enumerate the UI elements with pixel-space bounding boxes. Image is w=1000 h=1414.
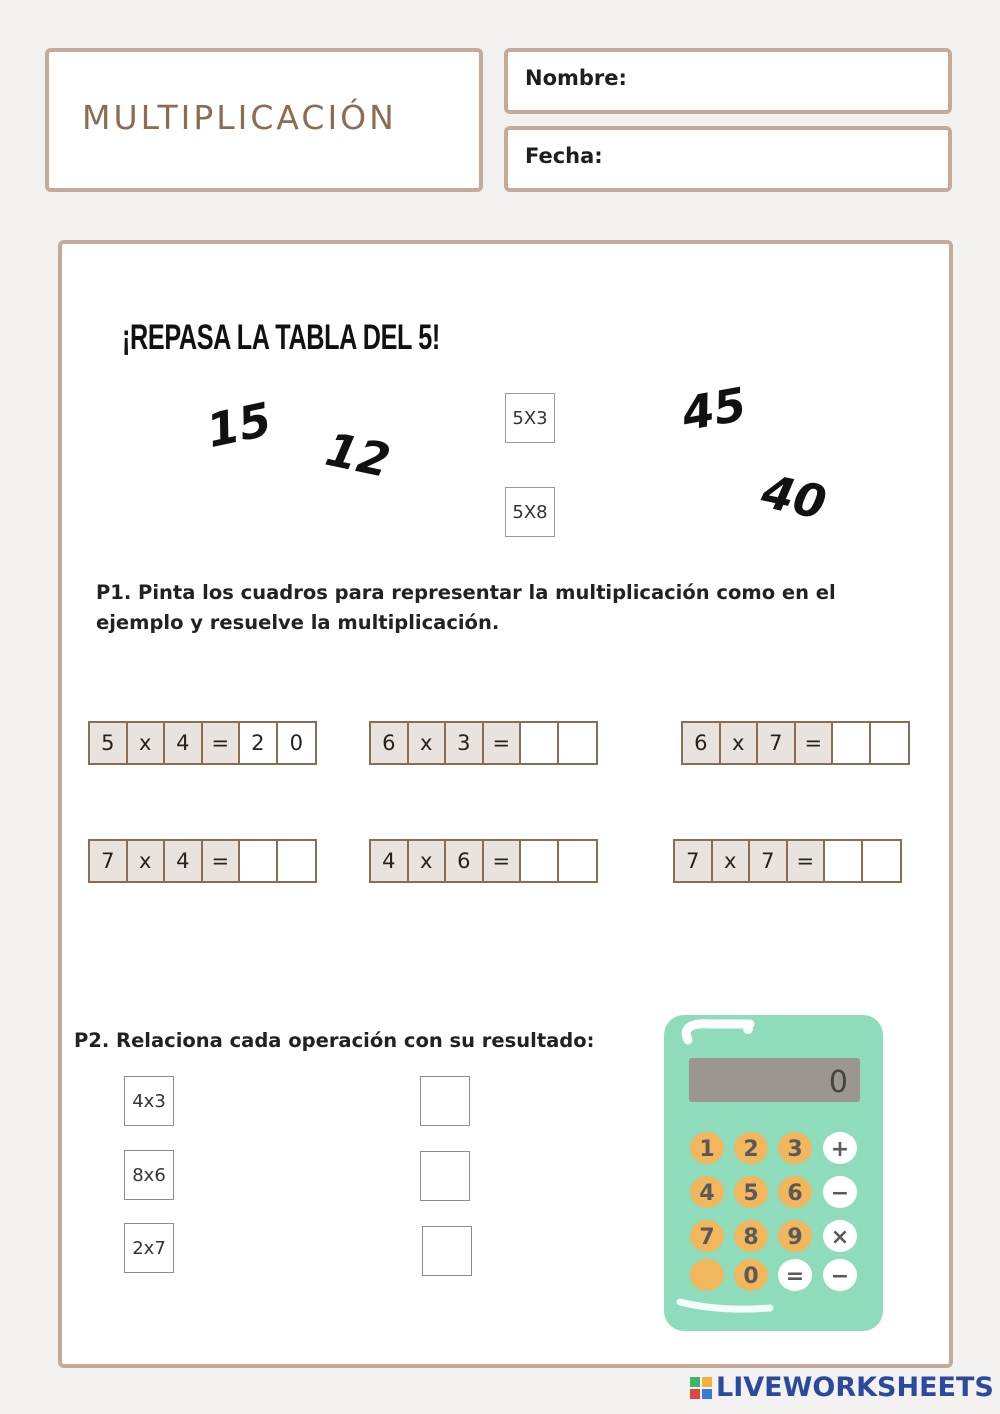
calculator-shine-dot <box>743 1024 753 1034</box>
draggable-number[interactable]: 45 <box>677 376 751 442</box>
calculator-key-label: 1 <box>699 1137 715 1162</box>
operation-box[interactable]: 5X3 <box>505 393 555 443</box>
draggable-number[interactable]: 15 <box>202 391 276 459</box>
equation-row <box>681 721 910 765</box>
calculator-key-label: 5 <box>743 1181 759 1206</box>
factor-cell[interactable]: 7 <box>758 723 796 763</box>
factor-cell[interactable]: 7 <box>90 841 128 881</box>
p2-instruction: P2. Relaciona cada operación con su resultado: <box>74 1029 595 1052</box>
answer-cell[interactable] <box>278 841 316 881</box>
calculator-key-label: − <box>830 1181 850 1206</box>
equals-cell[interactable]: = <box>484 723 522 763</box>
factor-cell[interactable]: 3 <box>446 723 484 763</box>
date-field[interactable] <box>504 126 952 192</box>
draggable-number[interactable]: 12 <box>321 421 395 489</box>
match-operation[interactable]: 2x7 <box>124 1223 174 1273</box>
brand-name: LIVEWORKSHEETS <box>716 1372 994 1403</box>
answer-cell[interactable]: 2 <box>240 723 278 763</box>
calculator-key-label: + <box>830 1137 850 1162</box>
calculator-key-label: − <box>830 1264 850 1289</box>
calculator-key-label: 4 <box>699 1181 715 1206</box>
name-label: Nombre: <box>525 66 627 90</box>
worksheet-title: MULTIPLICACIÓN <box>82 98 397 137</box>
operator-cell[interactable]: x <box>128 723 166 763</box>
equation-row <box>369 721 598 765</box>
factor-cell[interactable]: 4 <box>165 841 203 881</box>
date-label: Fecha: <box>525 144 603 168</box>
equation-row <box>673 839 902 883</box>
answer-cell[interactable] <box>559 723 597 763</box>
calculator-display-value: 0 <box>828 1065 848 1100</box>
draggable-number[interactable]: 40 <box>757 463 831 531</box>
answer-cell[interactable] <box>521 841 559 881</box>
operator-cell[interactable]: x <box>409 841 447 881</box>
equals-cell[interactable]: = <box>484 841 522 881</box>
factor-cell[interactable]: 5 <box>90 723 128 763</box>
answer-cell[interactable] <box>825 841 863 881</box>
factor-cell[interactable]: 7 <box>750 841 788 881</box>
calculator-key <box>690 1259 724 1291</box>
calculator-key-label: 7 <box>699 1225 715 1250</box>
brand-logo[interactable] <box>690 1372 994 1403</box>
calculator-illustration <box>660 1012 886 1334</box>
calculator-key-label: 0 <box>743 1264 759 1289</box>
answer-cell[interactable] <box>521 723 559 763</box>
calculator-key-label: = <box>785 1264 805 1289</box>
equals-cell[interactable]: = <box>788 841 826 881</box>
match-answer-box[interactable] <box>420 1076 470 1126</box>
review-heading: ¡REPASA LA TABLA DEL 5! <box>122 318 440 357</box>
calculator-key-label: 8 <box>743 1225 759 1250</box>
answer-cell[interactable]: 0 <box>278 723 316 763</box>
match-answer-box[interactable] <box>420 1151 470 1201</box>
calculator-key-label: 9 <box>787 1225 803 1250</box>
brand-icon <box>690 1377 712 1399</box>
operator-cell[interactable]: x <box>409 723 447 763</box>
equation-row <box>88 839 317 883</box>
operation-box[interactable]: 5X8 <box>505 487 555 537</box>
operator-cell[interactable]: x <box>721 723 759 763</box>
equals-cell[interactable]: = <box>203 841 241 881</box>
operator-cell[interactable]: x <box>128 841 166 881</box>
answer-cell[interactable] <box>559 841 597 881</box>
factor-cell[interactable]: 6 <box>446 841 484 881</box>
answer-cell[interactable] <box>240 841 278 881</box>
answer-cell[interactable] <box>833 723 871 763</box>
factor-cell[interactable]: 6 <box>683 723 721 763</box>
factor-cell[interactable]: 4 <box>165 723 203 763</box>
match-operation[interactable]: 8x6 <box>124 1150 174 1200</box>
calculator-key-label: 6 <box>787 1181 803 1206</box>
calculator-key-label: 2 <box>743 1137 759 1162</box>
calculator-key-label: × <box>830 1225 850 1250</box>
factor-cell[interactable]: 6 <box>371 723 409 763</box>
answer-cell[interactable] <box>863 841 901 881</box>
name-field[interactable] <box>504 48 952 114</box>
factor-cell[interactable]: 4 <box>371 841 409 881</box>
match-operation[interactable]: 4x3 <box>124 1076 174 1126</box>
equation-row <box>88 721 317 765</box>
equals-cell[interactable]: = <box>796 723 834 763</box>
match-answer-box[interactable] <box>422 1226 472 1276</box>
equation-row <box>369 839 598 883</box>
answer-cell[interactable] <box>871 723 909 763</box>
equals-cell[interactable]: = <box>203 723 241 763</box>
operator-cell[interactable]: x <box>713 841 751 881</box>
p1-instruction: P1. Pinta los cuadros para representar la multiplicación como en el ejemplo y resuelve la multiplicación. <box>96 581 836 634</box>
factor-cell[interactable]: 7 <box>675 841 713 881</box>
calculator-key-label: 3 <box>787 1137 803 1162</box>
